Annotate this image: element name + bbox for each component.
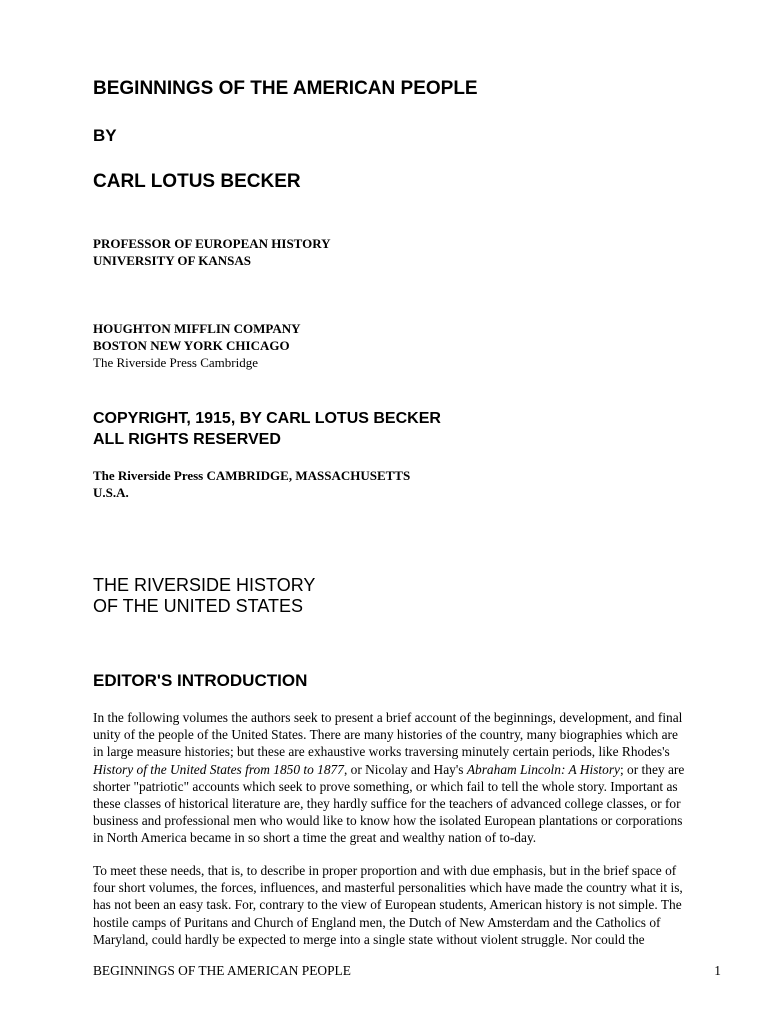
book-reference-rhodes: History of the United States from 1850 to 1877: [93, 761, 344, 777]
author-affiliation: [93, 235, 331, 269]
footer-running-title: BEGINNINGS OF THE AMERICAN PEOPLE: [93, 963, 351, 978]
paragraph-line-with-titles: [93, 761, 723, 778]
copyright-block: [93, 408, 441, 450]
paragraph-line: shorter "patriotic" accounts which seek to prove something, or which fail to tell the whole story. Important as: [93, 778, 678, 794]
paragraph-line: To meet these needs, that is, to describe in proper proportion and with due emphasis, but in the brief space of: [93, 863, 677, 878]
intro-paragraph-2: [93, 862, 723, 948]
intro-paragraph-1: [93, 709, 723, 847]
by-line: BY: [93, 126, 117, 145]
paragraph-line: In the following volumes the authors seek to present a brief account of the beginnings, development, and final: [93, 710, 683, 725]
series-line-2: OF THE UNITED STATES: [93, 596, 304, 616]
paragraph-line: Maryland, could hardly be expected to merge into a single state without violent struggle. Nor could the: [93, 931, 645, 947]
author-name: CARL LOTUS BECKER: [93, 171, 301, 192]
intro-heading: EDITOR'S INTRODUCTION: [93, 671, 308, 690]
book-reference-lincoln: Abraham Lincoln: A History: [466, 761, 620, 777]
publisher-cities: BOSTON NEW YORK CHICAGO: [93, 338, 290, 353]
author-university: UNIVERSITY OF KANSAS: [93, 253, 251, 268]
book-title: BEGINNINGS OF THE AMERICAN PEOPLE: [93, 78, 478, 99]
publisher-block: [93, 320, 301, 371]
paragraph-line: in North America became in so short a time the great and wealthy nation of to-day.: [93, 830, 537, 846]
publisher-name: HOUGHTON MIFFLIN COMPANY: [93, 321, 301, 336]
paragraph-line: hostile camps of Puritans and Church of England men, the Dutch of New Amsterdam and the Catholics of: [93, 914, 661, 930]
page-number: 1: [714, 963, 721, 978]
paragraph-line: four short volumes, the forces, influences, and masterful personalities which have made the country what it is,: [93, 880, 683, 896]
publisher-press: The Riverside Press Cambridge: [93, 355, 258, 370]
paragraph-line: business and professional men who would like to know how the isolated European plantations or corporations: [93, 813, 683, 829]
paragraph-line: these classes of historical literature are, they hardly suffice for the teachers of advanced college classes, or for: [93, 796, 681, 812]
copyright-line: COPYRIGHT, 1915, BY CARL LOTUS BECKER: [93, 410, 441, 427]
press-location: The Riverside Press CAMBRIDGE, MASSACHUSETTS: [93, 468, 411, 483]
author-title: PROFESSOR OF EUROPEAN HISTORY: [93, 236, 331, 251]
paragraph-line: in large measure histories; but these are exhaustive works traversing minutely certain periods, like Rhodes's: [93, 744, 670, 760]
series-title: [93, 575, 315, 617]
series-line-1: THE RIVERSIDE HISTORY: [93, 575, 316, 595]
press-country: U.S.A.: [93, 485, 129, 500]
press-block: [93, 467, 410, 501]
paragraph-line: unity of the people of the United States. There are many histories of the country, many biographies which are: [93, 727, 678, 743]
paragraph-text: ; or they are: [619, 761, 685, 777]
paragraph-line: has not been an easy task. For, contrary to the view of European students, American history is not simple. The: [93, 897, 682, 913]
rights-line: ALL RIGHTS RESERVED: [93, 431, 281, 448]
paragraph-text: , or Nicolay and Hay's: [343, 761, 467, 777]
